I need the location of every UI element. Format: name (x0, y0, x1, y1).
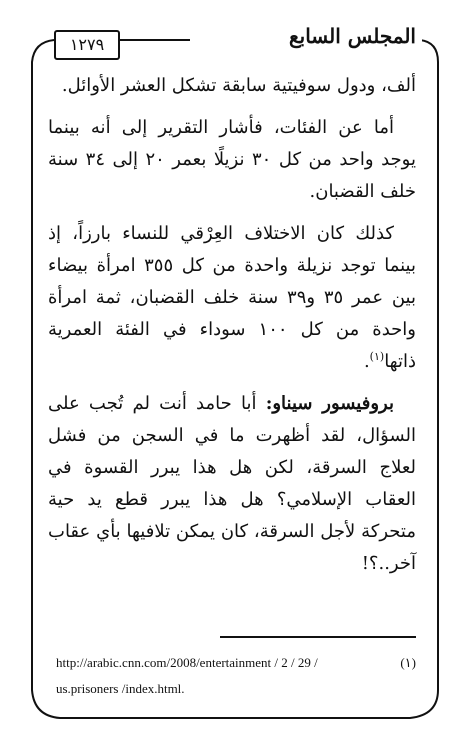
footnote-url[interactable]: http://arabic.cnn.com/2008/entertainment / 2 / 29 / (56, 655, 318, 670)
paragraph-3: كذلك كان الاختلاف العِرْقي للنساء بارزاً، إذ بينما توجد نزيلة واحدة من كل ٣٥٥ امرأة بيضاء بين عمر ٣٥ و٣٩ سنة خلف القضبان، ثمة امرأة واحدة من كل ١٠٠ سوداء في الفئة العمرية ذاتها$^{(١)}$. (48, 223, 416, 372)
footnote-number: (١) (400, 655, 416, 670)
speaker-name: بروفيسور سيناو: (265, 393, 394, 414)
footnote-divider (220, 636, 416, 638)
paragraph-1: ألف، ودول سوفيتية سابقة تشكل العشر الأوائل. (61, 75, 416, 96)
paragraph-4-text: أبا حامد أنت لم تُجب على السؤال، لقد أظهرت ما في السجن من فشل لعلاج السرقة، لكن هل هذا يبرر القسوة في العقاب الإسلامي؟ هل هذا يبرر قطع يد حية متحركة لأجل السرقة، كان يمكن تلافيها بأي عقاب آخر..؟! (48, 393, 416, 574)
paragraph-3-text: كذلك كان الاختلاف العِرْقي للنساء بارزاً، إذ بينما توجد نزيلة واحدة من كل ٣٥٥ امرأة بيضاء بين عمر ٣٥ و٣٩ سنة خلف القضبان، ثمة امرأة واحدة من كل ١٠٠ سوداء في الفئة العمرية ذاتها (48, 223, 416, 372)
chapter-title: المجلس السابع (210, 24, 422, 48)
footnote-ref[interactable]: (١) (369, 350, 385, 363)
paragraph-2: أما عن الفئات، فأشار التقرير إلى أنه بينما يوجد واحد من كل ٣٠ نزيلًا بعمر ٢٠ إلى ٣٤ سنة خلف القضبان. (48, 117, 416, 202)
footnote-line-1 (56, 650, 416, 676)
footnote (56, 650, 416, 702)
main-text (48, 70, 416, 590)
page-number: ١٢٧٩ (54, 30, 120, 60)
paragraph-4 (48, 388, 416, 580)
footnote-line-2[interactable]: us.prisoners /index.html. (56, 681, 185, 696)
